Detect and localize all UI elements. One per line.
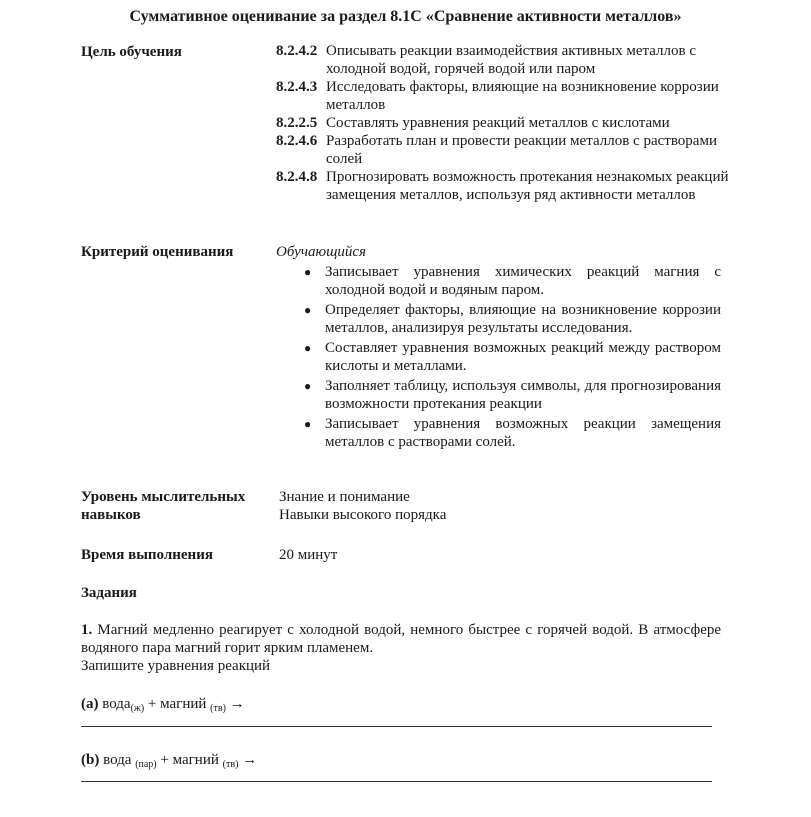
criteria-label: Критерий оценивания [81,244,234,260]
goal-code: 8.2.4.2 [276,43,318,59]
criteria-item [276,339,721,375]
bullet-icon: ● [304,303,312,317]
goals-list [276,42,736,204]
tasks-heading: Задания [81,585,137,601]
state-subscript: (ж) [130,703,145,714]
bullet-icon: ● [304,341,312,355]
criteria-item [276,415,721,451]
criteria-text: Определяет факторы, влияющие на возникновение коррозии металлов, анализируя результаты исследования. [325,302,721,336]
criteria-item [276,377,721,413]
state-subscript: (тв) [222,759,239,770]
subtask-label: (b) [81,752,100,768]
goal-item [276,114,736,132]
skills-values [279,488,446,524]
state-subscript: (тв) [210,703,226,714]
criteria-list [276,263,721,451]
arrow-icon: → [242,752,258,768]
reactant: вода [103,752,132,768]
task-number: 1. [81,622,93,638]
goal-code: 8.2.4.3 [276,79,318,95]
bullet-icon: ● [304,265,312,279]
task-1-text [81,621,721,657]
criteria-intro: Обучающийся [276,244,367,260]
goal-code: 8.2.4.8 [276,169,318,185]
task-1-instruction: Запишите уравнения реакций [81,658,271,674]
bullet-icon: ● [304,379,312,393]
task-1a [81,695,721,718]
goal-text: Разработать план и провести реакции металлов с растворами солей [326,133,717,167]
criteria-text: Записывает уравнения возможных реакции замещения металлов с растворами солей. [325,416,721,450]
reactant: + магний [147,696,207,712]
task-1b [81,751,721,774]
answer-line-b[interactable] [81,781,712,782]
skill-value: Знание и понимание [279,489,410,505]
answer-line-a[interactable] [81,726,712,727]
skills-label [81,488,245,524]
goal-code: 8.2.2.5 [276,115,318,131]
criteria-text: Заполняет таблицу, используя символы, для прогнозирования возможности протекания реакции [325,378,721,412]
goal-item [276,132,736,168]
criteria-item [276,301,721,337]
state-subscript: (пар) [135,759,157,770]
goal-item [276,42,736,78]
time-label: Время выполнения [81,547,213,563]
goal-text: Прогнозировать возможность протекания незнакомых реакций замещения металлов, используя ряд активности металлов [326,169,729,203]
goal-text: Описывать реакции взаимодействия активных металлов с холодной водой, горячей водой или паром [326,43,696,77]
criteria-block [276,243,721,453]
goal-code: 8.2.4.6 [276,133,318,149]
task-body: Магний медленно реагирует с холодной водой, немного быстрее с горячей водой. В атмосфере водяного пара магний горит ярким пламенем. [81,622,722,656]
skills-label-line: Уровень мыслительных [81,489,246,505]
criteria-item [276,263,721,299]
goal-item [276,168,736,204]
goals-label: Цель обучения [81,44,182,60]
reactant: вода [102,696,131,712]
criteria-text: Составляет уравнения возможных реакций между раствором кислоты и металлами. [325,340,721,374]
goal-item [276,78,736,114]
skills-label-line: навыков [81,507,141,523]
reactant: + магний [160,752,219,768]
arrow-icon: → [229,696,245,712]
bullet-icon: ● [304,417,312,431]
goal-text: Составлять уравнения реакций металлов с кислотами [326,115,670,131]
goal-text: Исследовать факторы, влияющие на возникновение коррозии металлов [326,79,719,113]
criteria-text: Записывает уравнения химических реакций магния с холодной водой и водяным паром. [325,264,721,298]
subtask-label: (a) [81,696,99,712]
skill-value: Навыки высокого порядка [279,507,447,523]
page-title: Суммативное оценивание за раздел 8.1С «Сравнение активности металлов» [129,8,682,25]
time-value: 20 минут [279,547,338,563]
